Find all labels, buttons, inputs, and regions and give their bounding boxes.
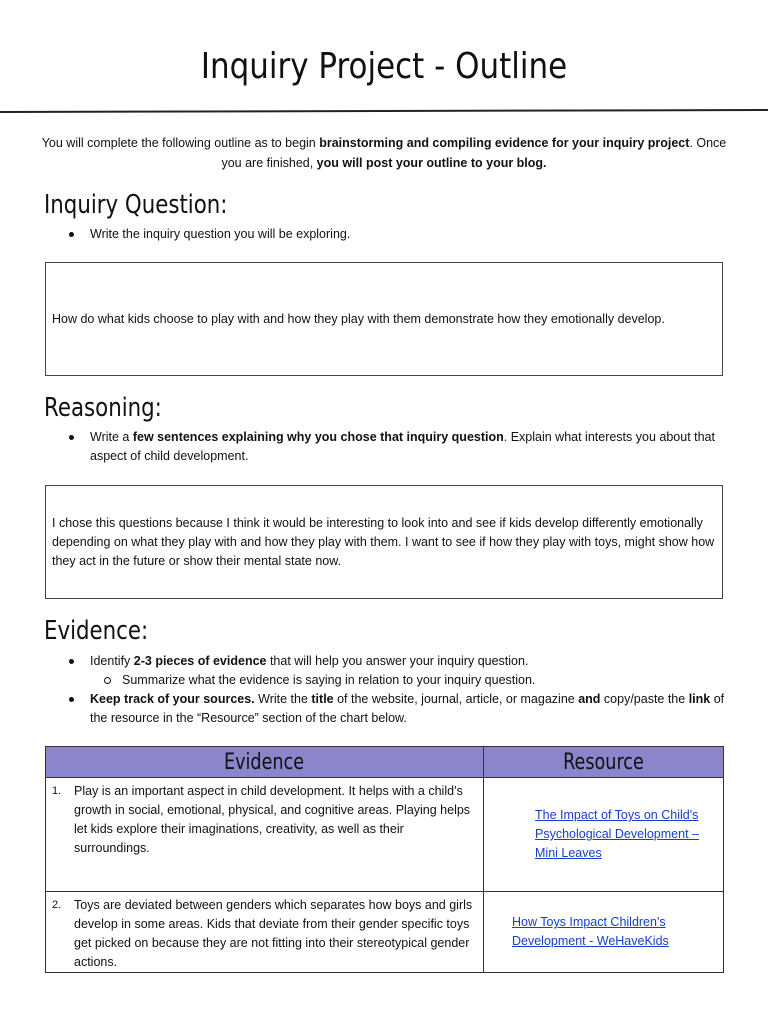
- page-title: Inquiry Project - Outline: [200, 46, 568, 87]
- evidence-text: Play is an important aspect in child development. It helps with a child’s growth in social, emotional, physical, and cognitive areas. Playing helps let kids explore their imaginations, creativity, as well as their surroundings.: [74, 784, 471, 855]
- row-number: 2.: [52, 899, 62, 911]
- intro-part: You will complete the following outline as to begin: [41, 136, 320, 150]
- text: Write the: [254, 692, 312, 706]
- bullet-item: Write the inquiry question you will be exploring.: [90, 225, 350, 244]
- intro-text: [40, 133, 728, 173]
- resource-cell: [484, 778, 724, 892]
- inquiry-question-instructions: [62, 225, 350, 244]
- header-label: Evidence: [224, 749, 305, 775]
- text-bold: few sentences explaining why you chose that inquiry question: [132, 430, 504, 444]
- text-bold: and: [578, 692, 601, 706]
- bullet-item: [90, 428, 740, 466]
- intro-bold: you will post your outline to your blog.: [316, 156, 547, 170]
- sub-list: [90, 671, 730, 690]
- bullet-item: [90, 690, 730, 728]
- text-bold: title: [311, 692, 334, 706]
- inquiry-question-answer: How do what kids choose to play with and how they play with them demonstrate how they emotionally develop.: [52, 311, 665, 326]
- evidence-text: Toys are deviated between genders which separates how boys and girls develop in some areas. Kids that deviate from their gender specific toys get picked on because they are not fitting into their stereotypical gender actions.: [74, 898, 473, 969]
- evidence-cell: [46, 778, 484, 892]
- text-bold: Keep track of your sources.: [90, 692, 255, 706]
- evidence-cell: [46, 892, 484, 973]
- text-bold: link: [688, 692, 711, 706]
- text: . Explain what interests you about that aspect of child development.: [90, 430, 715, 463]
- intro-bold: brainstorming and compiling evidence for your inquiry project: [319, 136, 690, 150]
- text: that will help you answer your inquiry question.: [266, 654, 529, 668]
- resource-column-header: [484, 747, 724, 778]
- text-bold: 2-3 pieces of evidence: [133, 654, 267, 668]
- inquiry-question-heading: Inquiry Question:: [44, 190, 228, 220]
- inquiry-question-answer-box[interactable]: [45, 262, 723, 376]
- sub-bullet-item: Summarize what the evidence is saying in relation to your inquiry question.: [122, 671, 730, 690]
- table-header-row: [46, 747, 724, 778]
- bullet-item: [90, 652, 730, 690]
- resource-link[interactable]: How Toys Impact Children's Development - WeHaveKids: [512, 915, 669, 948]
- reasoning-heading: Reasoning:: [44, 393, 162, 423]
- table-row: [46, 778, 724, 892]
- resource-link[interactable]: The Impact of Toys on Child's Psychological Development – Mini Leaves: [535, 808, 699, 860]
- resource-cell: [484, 892, 724, 973]
- reasoning-answer: I chose this questions because I think it would be interesting to look into and see if kids develop differently emotionally depending on what they play with and how they play with them. I want to see if how they play with toys, might show how they act in the future or show their mental state now.: [52, 515, 715, 568]
- title-divider: [0, 109, 768, 113]
- text: Identify: [90, 654, 134, 668]
- table-row: [46, 892, 724, 973]
- evidence-instructions: [62, 652, 730, 728]
- reasoning-answer-box[interactable]: [45, 485, 723, 599]
- text: Write a: [90, 430, 133, 444]
- evidence-heading: Evidence:: [44, 616, 149, 646]
- row-number: 1.: [52, 785, 62, 797]
- evidence-column-header: [46, 747, 484, 778]
- intro-part: . Once you are finished,: [221, 136, 727, 170]
- text: of the resource in the “Resource” section of the chart below.: [90, 692, 725, 725]
- text: copy/paste the: [600, 692, 689, 706]
- header-label: Resource: [563, 749, 644, 775]
- evidence-table: [45, 746, 724, 973]
- reasoning-instructions: [62, 428, 740, 466]
- text: of the website, journal, article, or magazine: [333, 692, 579, 706]
